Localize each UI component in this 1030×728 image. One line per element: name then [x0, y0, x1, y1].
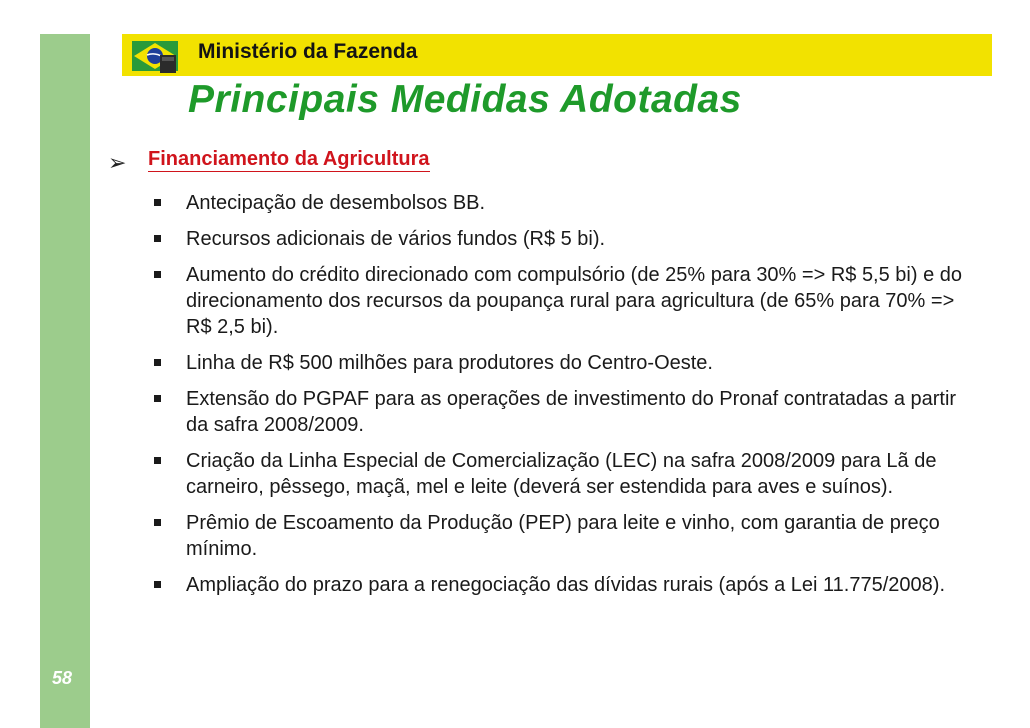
list-item-text: Criação da Linha Especial de Comercialização (LEC) na safra 2008/2009 para Lã de carneiro, pêssego, maçã, mel e leite (deverá ser estendida para aves e suínos). [186, 450, 937, 498]
section-title: Financiamento da Agricultura [148, 148, 430, 170]
list-item-text: Prêmio de Escoamento da Produção (PEP) para leite e vinho, com garantia de preço mínimo. [186, 512, 940, 560]
list-item [150, 448, 980, 500]
list-item [150, 226, 980, 252]
list-item-text: Aumento do crédito direcionado com compulsório (de 25% para 30% => R$ 5,5 bi) e do direcionamento dos recursos da poupança rural para agricultura (de 65% para 70% => R$ 2,5 bi). [186, 264, 963, 338]
brazil-flag-logo-icon [126, 37, 186, 75]
measures-list [150, 190, 980, 608]
list-item-text: Recursos adicionais de vários fundos (R$ 5 bi). [186, 228, 606, 250]
bullet-icon [154, 359, 161, 366]
bullet-icon [154, 235, 161, 242]
left-accent-bar [40, 34, 90, 728]
list-item [150, 350, 980, 376]
list-item [150, 386, 980, 438]
list-item [150, 572, 980, 598]
list-item [150, 510, 980, 562]
list-item-text: Linha de R$ 500 milhões para produtores do Centro-Oeste. [186, 352, 713, 374]
bullet-icon [154, 581, 161, 588]
slide-title: Principais Medidas Adotadas [188, 78, 742, 121]
ministry-name: Ministério da Fazenda [198, 40, 418, 63]
bullet-icon [154, 457, 161, 464]
bullet-icon [154, 519, 161, 526]
bullet-icon [154, 271, 161, 278]
section-arrow-icon: ➢ [108, 150, 127, 175]
page-number: 58 [52, 668, 73, 688]
bullet-icon [154, 395, 161, 402]
list-item-text: Extensão do PGPAF para as operações de investimento do Pronaf contratadas a partir da safra 2008/2009. [186, 388, 957, 436]
list-item [150, 262, 980, 340]
list-item [150, 190, 980, 216]
list-item-text: Ampliação do prazo para a renegociação das dívidas rurais (após a Lei 11.775/2008). [186, 574, 945, 596]
list-item-text: Antecipação de desembolsos BB. [186, 192, 486, 214]
bullet-icon [154, 199, 161, 206]
